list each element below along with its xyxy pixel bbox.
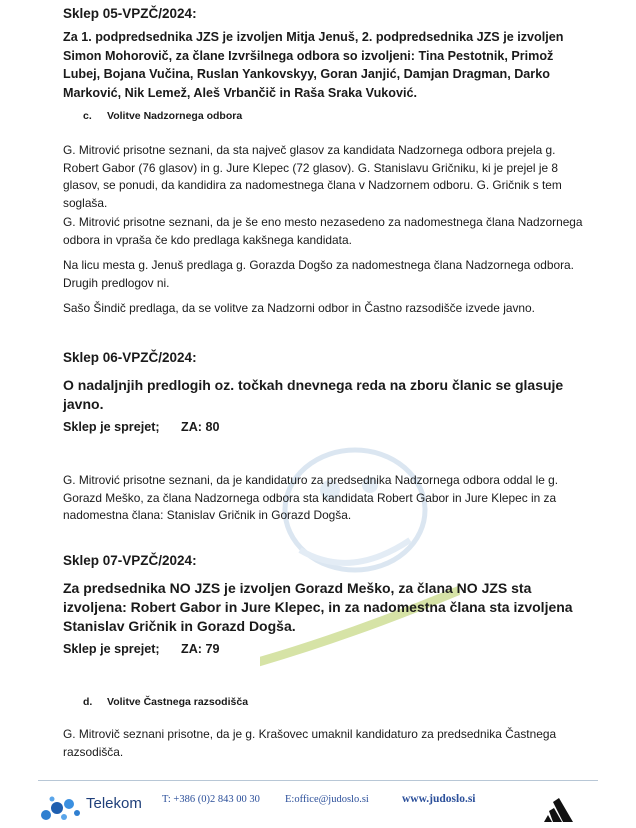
telekom-logo [38,793,158,823]
sklep-05-title: Sklep 05-VPZČ/2024: [63,6,197,21]
sklep-07-text: Za predsednika NO JZS je izvoljen Gorazd Meško, za člana NO JZS sta izvoljena: Robert Gabor in Jure Klepec, in za nadomestna člana sta izvoljena Stanislav Gričnik in Gorazd Dogša. [63,580,573,634]
footer-divider [38,780,598,781]
section-c-title: Volitve Nadzornega odbora [107,110,243,122]
sklep-07-title: Sklep 07-VPZČ/2024: [63,553,197,568]
sklep-07-vote-label: Sklep je sprejet; [63,642,160,656]
paragraph-3: Na licu mesta g. Jenuš predlaga g. Gorazda Dogšo za nadomestnega člana Nadzornega odbora. Drugih predlogov ni. [63,258,574,290]
sklep-06-vote [63,418,583,437]
section-c-heading [63,110,583,122]
telekom-dots-icon [38,793,82,823]
sklep-07-vote [63,640,583,659]
sklep-06-text: O nadaljnjih predlogih oz. točkah dnevnega reda na zboru članic se glasuje javno. [63,377,564,412]
sklep-05-text: Za 1. podpredsednika JZS je izvoljen Mitja Jenuš, 2. podpredsednika JZS je izvoljen Simon Mohorovič, za člane Izvršilnega odbora so izvoljeni: Tina Pestotnik, Primož Lubej, Bojana Vučina, Ruslan Yankovskyy, Goran Janjić, Damjan Dragman, Darko Marković, Nik Lemež, Aleš Vrbančič in Raša Sraka Vuković. [63,30,564,100]
page-footer [0,780,636,820]
footer-email[interactable]: E:office@judoslo.si [285,794,369,805]
paragraph-2: G. Mitrović prisotne seznani, da je še eno mesto nezasedeno za nadomestnega člana Nadzornega odbora in vpraša če kdo predlaga kakšnega kandidata. [63,215,583,247]
paragraph-6: G. Mitrovič seznani prisotne, da je g. Krašovec umaknil kandidaturo za predsednika Častnega razsodišča. [63,727,557,759]
section-d-title: Volitve Častnega razsodišča [107,696,249,708]
section-c-letter: c. [83,110,92,122]
paragraph-1: G. Mitrović prisotne seznani, da sta največ glasov za kandidata Nadzornega odbora prejela g. Robert Gabor (76 glasov) in g. Jure Klepec (72 glasov). G. Stanislavu Gričniku, ki je prejel je 8 glasov, se ponudi, da kandidira za nadomestnega člana v Nadzornem odboru. G. Gričnik s tem soglaša. [63,143,562,210]
sklep-07-vote-value: ZA: 79 [181,642,220,656]
footer-website-link[interactable]: www.judoslo.si [402,793,476,805]
sklep-06-title: Sklep 06-VPZČ/2024: [63,350,197,365]
paragraph-4: Sašo Šindič predlaga, da se volitve za Nadzorni odbor in Častno razsodišče izvede javno. [63,301,535,315]
adidas-logo-icon [540,796,580,822]
footer-phone: T: +386 (0)2 843 00 30 [162,794,260,805]
section-d-letter: d. [83,696,93,708]
telekom-logo-text: Telekom [86,795,142,812]
sklep-06-vote-value: ZA: 80 [181,420,220,434]
sklep-06-vote-label: Sklep je sprejet; [63,420,160,434]
section-d-heading [63,696,583,708]
paragraph-5: G. Mitrović prisotne seznani, da je kandidaturo za predsednika Nadzornega odbora oddal le g. Gorazd Meško, za člana Nadzornega odbora sta kandidata Robert Gabor in Jure Klepec in za nadomestna člana: Stanislav Gričnik in Gorazd Dogša. [63,473,559,522]
